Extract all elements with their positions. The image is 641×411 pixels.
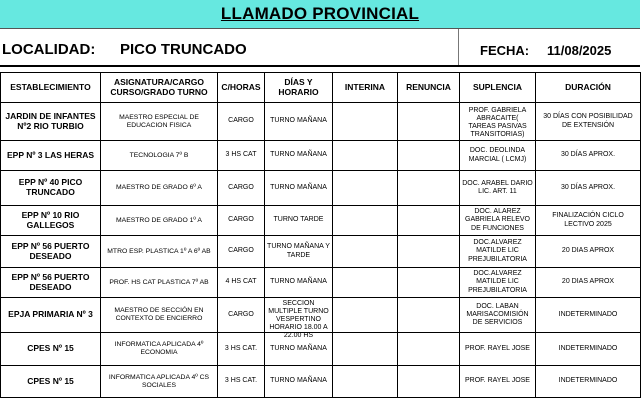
cell-asignatura	[101, 206, 218, 236]
cell-interina	[333, 206, 398, 236]
cell-text: INFORMATICA APLICADA 4º ECONOMIA	[114, 341, 204, 356]
cell-text: INDETERMINADO	[558, 310, 618, 318]
cell-text: EPJA PRIMARIA Nº 3	[8, 309, 93, 320]
cell-text: TURNO MAÑANA	[270, 344, 327, 352]
table-row	[1, 103, 641, 141]
cell-interina	[333, 141, 398, 171]
table-row	[1, 366, 641, 398]
cell-suplencia	[460, 333, 536, 366]
cell-text: TURNO MAÑANA Y TARDE	[267, 243, 330, 259]
cell-asignatura	[101, 268, 218, 298]
cell-duracion	[536, 333, 641, 366]
cell-duracion	[536, 366, 641, 398]
cell-text: 30 DÍAS APROX.	[560, 183, 616, 191]
cell-text: EPP Nº 10 RIO GALLEGOS	[21, 209, 80, 230]
col-header-horas: C/HORAS	[218, 73, 265, 103]
cell-text: INDETERMINADO	[558, 377, 618, 385]
cell-dias	[265, 298, 333, 340]
cell-asignatura	[101, 236, 218, 268]
cell-asignatura	[101, 366, 218, 398]
cell-renuncia	[398, 298, 460, 333]
cell-horas	[218, 268, 265, 298]
table-row	[1, 141, 641, 171]
cell-suplencia	[460, 268, 536, 298]
cell-text: TURNO TARDE	[273, 216, 324, 224]
cell-establecimiento	[1, 236, 101, 268]
cell-text: 4 HS CAT	[225, 278, 257, 286]
cell-text: CPES Nº 15	[27, 343, 74, 354]
cell-asignatura	[101, 171, 218, 206]
localidad-row	[0, 29, 640, 67]
page-title: LLAMADO PROVINCIAL	[220, 4, 420, 23]
cell-text: TURNO MAÑANA	[270, 183, 327, 191]
col-header-asignatura: ASIGNATURA/CARGO CURSO/GRADO TURNO	[101, 73, 218, 103]
cell-text: EPP Nº 56 PUERTO DESEADO	[11, 271, 90, 292]
cell-renuncia	[398, 268, 460, 298]
table-row	[1, 171, 641, 206]
table-row	[1, 298, 641, 333]
cell-text: 30 DÍAS CON POSIBILIDAD DE EXTENSIÓN	[543, 113, 633, 129]
cell-text: 20 DIAS APROX	[561, 247, 615, 255]
cell-suplencia	[460, 171, 536, 206]
cell-horas	[218, 206, 265, 236]
cell-horas	[218, 366, 265, 398]
cell-text: CARGO	[228, 310, 254, 318]
localidad-value: PICO TRUNCADO	[120, 41, 247, 58]
header-row	[1, 73, 641, 103]
cell-text: INFORMATICA APLICADA 4º CS SOCIALES	[108, 373, 210, 389]
cell-dias	[265, 366, 333, 398]
col-header-dias: DÍAS Y HORARIO	[265, 73, 333, 103]
table-row	[1, 236, 641, 268]
cell-horas	[218, 333, 265, 366]
cell-suplencia	[460, 366, 536, 398]
cell-interina	[333, 171, 398, 206]
cell-text: CARGO	[228, 216, 254, 224]
cell-text: EPP Nº 40 PICO TRUNCADO	[18, 177, 83, 197]
cell-text: DOC. ARABEL DARIO LIC. ART. 11	[462, 179, 533, 195]
cell-text: MAESTRO DE SECCIÓN EN CONTEXTO DE ENCIERRO	[114, 307, 204, 322]
cell-dias	[265, 171, 333, 206]
cell-text: TURNO MAÑANA	[270, 278, 327, 286]
cell-text: EPP Nº 56 PUERTO DESEADO	[11, 240, 90, 261]
cell-text: DOC. ALAREZ GABRIELA RELEVO DE FUNCIONES	[465, 208, 530, 232]
cell-suplencia	[460, 236, 536, 268]
col-header-duracion: DURACIÓN	[536, 73, 641, 103]
cell-horas	[218, 171, 265, 206]
col-header-interina: INTERINA	[333, 73, 398, 103]
cell-text: DOC.ALVAREZ MATILDE LIC PREJUBILATORIA	[468, 239, 527, 263]
cell-interina	[333, 268, 398, 298]
cell-text: CARGO	[228, 183, 254, 191]
cell-text: MAESTRO DE GRADO 1º A	[116, 216, 202, 224]
cell-text: DOC. DEOLINDA MARCIAL ( LCMJ)	[468, 147, 527, 163]
table-row	[1, 206, 641, 236]
cell-text: SECCION MULTIPLE TURNO VESPERTINO HORARIO 18.00 A 22.00 HS	[268, 300, 329, 340]
cell-dias	[265, 268, 333, 298]
cell-text: PROF. HS CAT PLASTICA 7º AB	[109, 278, 209, 286]
cell-establecimiento	[1, 206, 101, 236]
cell-dias	[265, 206, 333, 236]
cell-establecimiento	[1, 333, 101, 366]
table-row	[1, 268, 641, 298]
cell-text: 3 HS CAT.	[224, 344, 258, 352]
cell-renuncia	[398, 333, 460, 366]
cell-suplencia	[460, 298, 536, 333]
cell-text: CARGO	[228, 117, 254, 125]
cell-text: 3 HS CAT	[225, 151, 257, 159]
col-header-renuncia: RENUNCIA	[398, 73, 460, 103]
col-header-establecimiento: ESTABLECIMIENTO	[1, 73, 101, 103]
cell-text: TURNO MAÑANA	[270, 117, 327, 125]
cell-establecimiento	[1, 268, 101, 298]
cell-text: INDETERMINADO	[558, 344, 618, 352]
cell-dias	[265, 141, 333, 171]
cell-text: MTRO ESP. PLASTICA 1º A 6º AB	[107, 247, 211, 255]
cell-text: CPES Nº 15	[27, 375, 74, 386]
cell-text: TECNOLOGIA 7º B	[129, 151, 189, 159]
cell-text: PROF. RAYEL JOSE	[465, 377, 530, 385]
cell-duracion	[536, 298, 641, 333]
cell-interina	[333, 366, 398, 398]
cell-dias	[265, 236, 333, 268]
cell-renuncia	[398, 206, 460, 236]
cell-text: DOC.ALVAREZ MATILDE LIC PREJUBILATORIA	[468, 270, 527, 294]
cell-horas	[218, 141, 265, 171]
cell-duracion	[536, 268, 641, 298]
table-row	[1, 333, 641, 366]
cell-text: CARGO	[228, 247, 254, 255]
cell-establecimiento	[1, 366, 101, 398]
cell-duracion	[536, 103, 641, 141]
cell-dias	[265, 103, 333, 141]
cell-asignatura	[101, 298, 218, 333]
cell-establecimiento	[1, 141, 101, 171]
cell-text: DOC. LABAN MARISACOMISIÓN DE SERVICIOS	[466, 302, 529, 327]
vacancies-table	[0, 72, 641, 398]
cell-text: JARDIN DE INFANTES Nº2 RIO TURBIO	[5, 110, 96, 131]
fecha-label: FECHA:	[480, 43, 530, 58]
cell-duracion	[536, 141, 641, 171]
cell-asignatura	[101, 333, 218, 366]
cell-interina	[333, 103, 398, 141]
cell-text: PROF. GABRIELA ABRACAITE( TAREAS PASIVAS TRANSITORIAS)	[468, 106, 527, 138]
cell-establecimiento	[1, 171, 101, 206]
cell-establecimiento	[1, 298, 101, 333]
cell-text: TURNO MAÑANA	[270, 377, 327, 385]
cell-horas	[218, 298, 265, 333]
cell-establecimiento	[1, 103, 101, 141]
cell-duracion	[536, 236, 641, 268]
cell-renuncia	[398, 236, 460, 268]
cell-text: TURNO MAÑANA	[270, 151, 327, 159]
cell-renuncia	[398, 366, 460, 398]
divider	[458, 29, 459, 65]
cell-text: EPP Nº 3 LAS HERAS	[6, 149, 95, 160]
cell-interina	[333, 333, 398, 366]
title-bar	[0, 0, 640, 29]
cell-text: MAESTRO ESPECIAL DE EDUCACION FISICA	[119, 113, 199, 129]
col-header-suplencia: SUPLENCIA	[460, 73, 536, 103]
cell-text: PROF. RAYEL JOSE	[465, 344, 530, 352]
cell-suplencia	[460, 206, 536, 236]
cell-text: MAESTRO DE GRADO 6º A	[116, 184, 202, 192]
cell-renuncia	[398, 141, 460, 171]
cell-renuncia	[398, 171, 460, 206]
cell-asignatura	[101, 141, 218, 171]
cell-suplencia	[460, 141, 536, 171]
cell-text: 20 DIAS APROX	[561, 278, 615, 286]
cell-text: 30 DÍAS APROX.	[560, 151, 616, 159]
cell-asignatura	[101, 103, 218, 141]
cell-interina	[333, 298, 398, 333]
cell-suplencia	[460, 103, 536, 141]
cell-duracion	[536, 171, 641, 206]
cell-horas	[218, 236, 265, 268]
cell-horas	[218, 103, 265, 141]
cell-duracion	[536, 206, 641, 236]
cell-text: 3 HS CAT.	[224, 377, 258, 385]
localidad-label: LOCALIDAD:	[2, 41, 96, 58]
cell-interina	[333, 236, 398, 268]
cell-text: FINALIZACIÓN CICLO LECTIVO 2025	[552, 212, 624, 228]
cell-renuncia	[398, 103, 460, 141]
fecha-value: 11/08/2025	[547, 43, 612, 58]
